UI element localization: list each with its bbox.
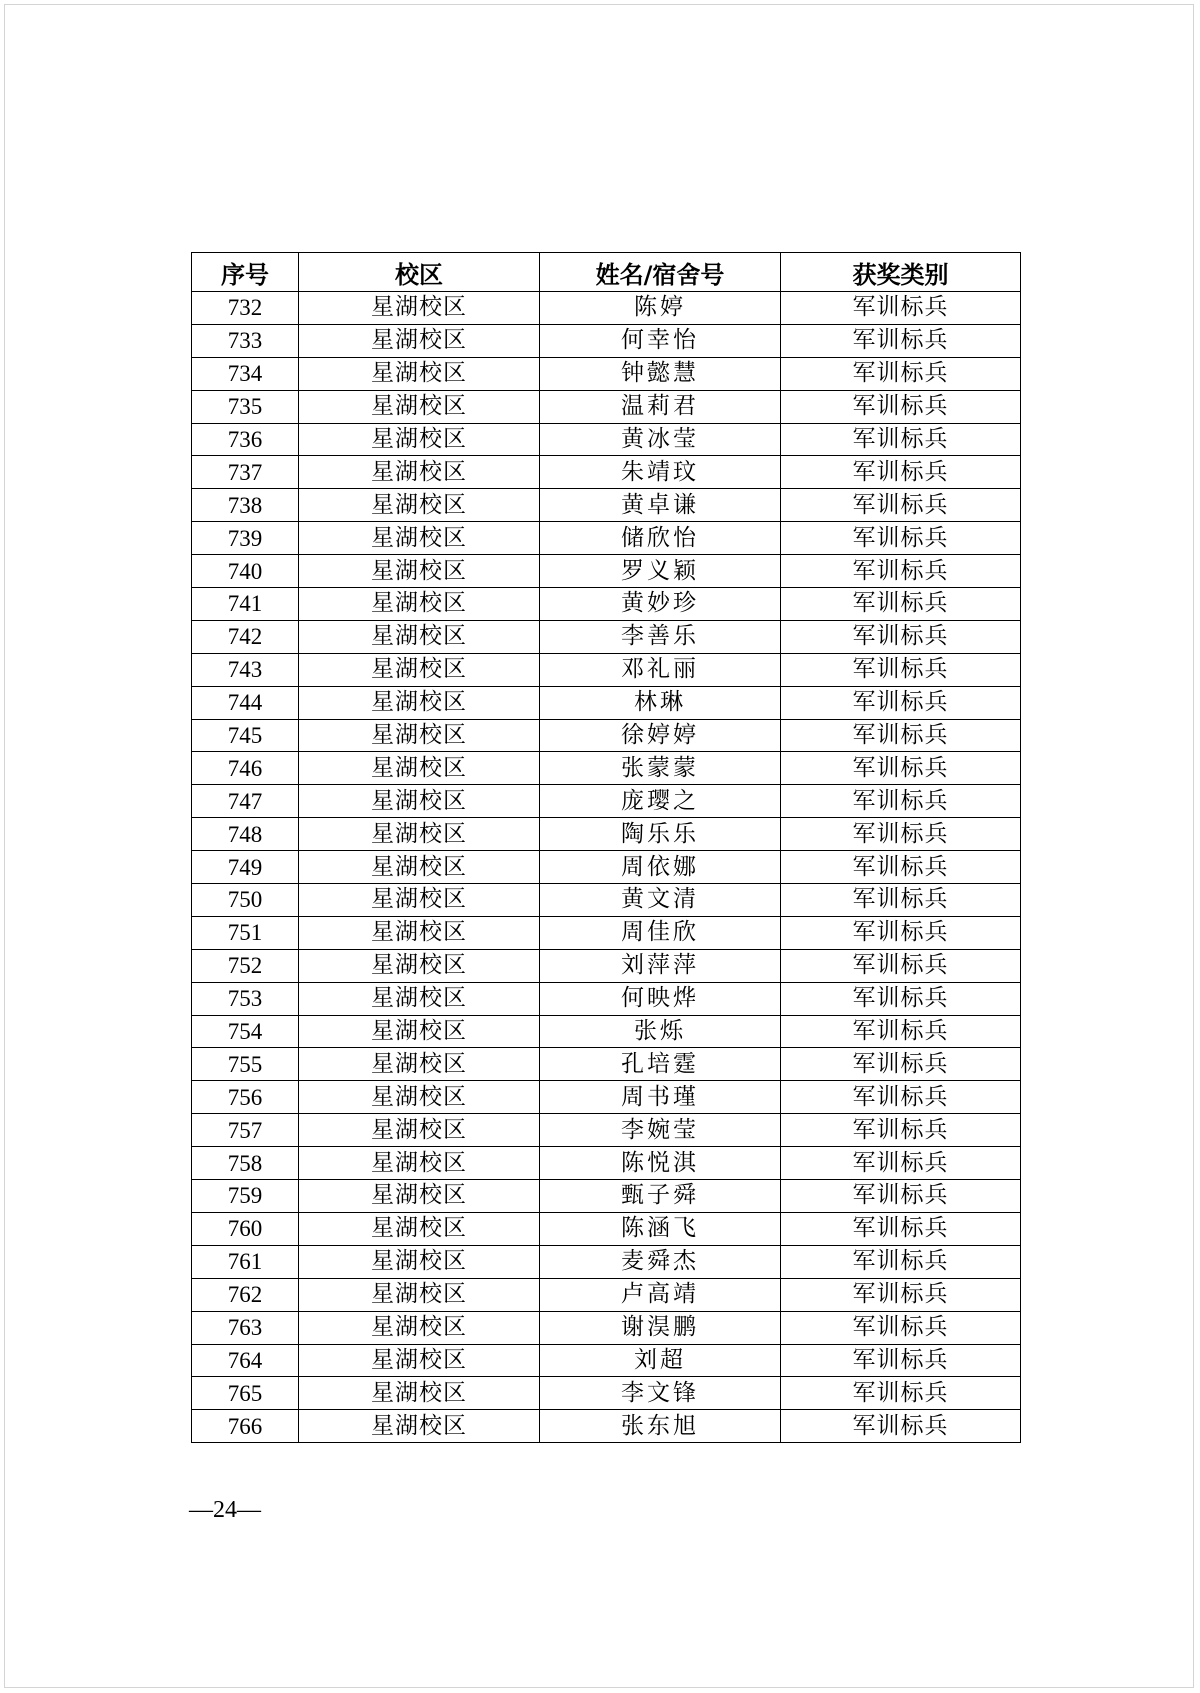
table-row: [192, 588, 1021, 621]
table-row: [192, 818, 1021, 851]
award-category-cell: 军训标兵: [781, 456, 1021, 489]
campus-cell: 星湖校区: [299, 1377, 540, 1410]
award-category-cell: 军训标兵: [781, 1180, 1021, 1213]
serial-number-cell: 766: [192, 1410, 299, 1443]
name-cell: 何映烨: [540, 982, 781, 1015]
name-cell: 黄卓谦: [540, 489, 781, 522]
award-category-cell: 军训标兵: [781, 1081, 1021, 1114]
award-category-cell: 军训标兵: [781, 522, 1021, 555]
name-cell: 陈悦淇: [540, 1147, 781, 1180]
name-cell: 周佳欣: [540, 916, 781, 949]
campus-cell: 星湖校区: [299, 456, 540, 489]
table-row: [192, 1147, 1021, 1180]
table-row: [192, 851, 1021, 884]
table-row: [192, 292, 1021, 325]
campus-cell: 星湖校区: [299, 555, 540, 588]
name-cell: 邓礼丽: [540, 653, 781, 686]
campus-cell: 星湖校区: [299, 916, 540, 949]
table-row: [192, 752, 1021, 785]
award-category-cell: 军训标兵: [781, 818, 1021, 851]
table-row: [192, 982, 1021, 1015]
serial-number-cell: 747: [192, 785, 299, 818]
name-cell: 陈涵飞: [540, 1212, 781, 1245]
campus-cell: 星湖校区: [299, 1114, 540, 1147]
campus-cell: 星湖校区: [299, 620, 540, 653]
table-row: [192, 456, 1021, 489]
name-cell: 张东旭: [540, 1410, 781, 1443]
table-row: [192, 653, 1021, 686]
award-category-cell: 军训标兵: [781, 1410, 1021, 1443]
table-row: [192, 686, 1021, 719]
name-cell: 林琳: [540, 686, 781, 719]
table-row: [192, 390, 1021, 423]
serial-number-cell: 751: [192, 916, 299, 949]
name-cell: 李善乐: [540, 620, 781, 653]
serial-number-cell: 752: [192, 949, 299, 982]
table-row: [192, 357, 1021, 390]
name-cell: 黄妙珍: [540, 588, 781, 621]
campus-cell: 星湖校区: [299, 851, 540, 884]
name-cell: 李文锋: [540, 1377, 781, 1410]
name-cell: 周书瑾: [540, 1081, 781, 1114]
serial-number-cell: 735: [192, 390, 299, 423]
award-category-cell: 军训标兵: [781, 752, 1021, 785]
campus-cell: 星湖校区: [299, 1344, 540, 1377]
campus-cell: 星湖校区: [299, 489, 540, 522]
name-cell: 陶乐乐: [540, 818, 781, 851]
campus-cell: 星湖校区: [299, 1015, 540, 1048]
table-row: [192, 1180, 1021, 1213]
header-award-category: 获奖类别: [781, 253, 1021, 292]
serial-number-cell: 762: [192, 1278, 299, 1311]
campus-cell: 星湖校区: [299, 1245, 540, 1278]
table-row: [192, 1278, 1021, 1311]
table-row: [192, 1410, 1021, 1443]
campus-cell: 星湖校区: [299, 949, 540, 982]
serial-number-cell: 756: [192, 1081, 299, 1114]
award-category-cell: 军训标兵: [781, 1114, 1021, 1147]
name-cell: 罗义颖: [540, 555, 781, 588]
serial-number-cell: 743: [192, 653, 299, 686]
campus-cell: 星湖校区: [299, 1048, 540, 1081]
name-cell: 甄子舜: [540, 1180, 781, 1213]
header-campus: 校区: [299, 253, 540, 292]
serial-number-cell: 734: [192, 357, 299, 390]
serial-number-cell: 763: [192, 1311, 299, 1344]
award-category-cell: 军训标兵: [781, 324, 1021, 357]
award-category-cell: 军训标兵: [781, 686, 1021, 719]
serial-number-cell: 759: [192, 1180, 299, 1213]
serial-number-cell: 758: [192, 1147, 299, 1180]
name-cell: 温莉君: [540, 390, 781, 423]
award-category-cell: 军训标兵: [781, 1377, 1021, 1410]
table-row: [192, 555, 1021, 588]
award-category-cell: 军训标兵: [781, 653, 1021, 686]
campus-cell: 星湖校区: [299, 588, 540, 621]
award-category-cell: 军训标兵: [781, 620, 1021, 653]
name-cell: 庞璎之: [540, 785, 781, 818]
name-cell: 周依娜: [540, 851, 781, 884]
serial-number-cell: 736: [192, 423, 299, 456]
serial-number-cell: 754: [192, 1015, 299, 1048]
table-row: [192, 719, 1021, 752]
award-category-cell: 军训标兵: [781, 1015, 1021, 1048]
campus-cell: 星湖校区: [299, 324, 540, 357]
award-category-cell: 军训标兵: [781, 555, 1021, 588]
header-name-dorm: 姓名/宿舍号: [540, 253, 781, 292]
name-cell: 朱靖玟: [540, 456, 781, 489]
campus-cell: 星湖校区: [299, 653, 540, 686]
name-cell: 刘萍萍: [540, 949, 781, 982]
table-row: [192, 423, 1021, 456]
campus-cell: 星湖校区: [299, 357, 540, 390]
award-list-table: [191, 252, 1021, 1443]
campus-cell: 星湖校区: [299, 719, 540, 752]
campus-cell: 星湖校区: [299, 785, 540, 818]
header-serial-number: 序号: [192, 253, 299, 292]
name-cell: 卢高靖: [540, 1278, 781, 1311]
award-category-cell: 军训标兵: [781, 785, 1021, 818]
name-cell: 刘超: [540, 1344, 781, 1377]
campus-cell: 星湖校区: [299, 884, 540, 917]
serial-number-cell: 746: [192, 752, 299, 785]
award-category-cell: 军训标兵: [781, 949, 1021, 982]
name-cell: 黄文清: [540, 884, 781, 917]
award-category-cell: 军训标兵: [781, 884, 1021, 917]
table-row: [192, 1015, 1021, 1048]
name-cell: 张蒙蒙: [540, 752, 781, 785]
award-category-cell: 军训标兵: [781, 851, 1021, 884]
serial-number-cell: 765: [192, 1377, 299, 1410]
campus-cell: 星湖校区: [299, 522, 540, 555]
award-category-cell: 军训标兵: [781, 1048, 1021, 1081]
serial-number-cell: 753: [192, 982, 299, 1015]
name-cell: 麦舜杰: [540, 1245, 781, 1278]
award-category-cell: 军训标兵: [781, 357, 1021, 390]
award-category-cell: 军训标兵: [781, 489, 1021, 522]
serial-number-cell: 739: [192, 522, 299, 555]
campus-cell: 星湖校区: [299, 1410, 540, 1443]
campus-cell: 星湖校区: [299, 982, 540, 1015]
campus-cell: 星湖校区: [299, 1311, 540, 1344]
serial-number-cell: 744: [192, 686, 299, 719]
serial-number-cell: 757: [192, 1114, 299, 1147]
campus-cell: 星湖校区: [299, 686, 540, 719]
award-category-cell: 军训标兵: [781, 1344, 1021, 1377]
campus-cell: 星湖校区: [299, 292, 540, 325]
name-cell: 储欣怡: [540, 522, 781, 555]
serial-number-cell: 737: [192, 456, 299, 489]
table-row: [192, 785, 1021, 818]
name-cell: 钟懿慧: [540, 357, 781, 390]
serial-number-cell: 745: [192, 719, 299, 752]
serial-number-cell: 733: [192, 324, 299, 357]
name-cell: 谢淏鹏: [540, 1311, 781, 1344]
serial-number-cell: 732: [192, 292, 299, 325]
header-row: [192, 253, 1021, 292]
campus-cell: 星湖校区: [299, 390, 540, 423]
table-row: [192, 522, 1021, 555]
table-header: [192, 253, 1021, 292]
name-cell: 李婉莹: [540, 1114, 781, 1147]
campus-cell: 星湖校区: [299, 1278, 540, 1311]
name-cell: 陈婷: [540, 292, 781, 325]
award-category-cell: 军训标兵: [781, 292, 1021, 325]
serial-number-cell: 742: [192, 620, 299, 653]
campus-cell: 星湖校区: [299, 1081, 540, 1114]
table-row: [192, 620, 1021, 653]
table-row: [192, 1245, 1021, 1278]
table-row: [192, 1377, 1021, 1410]
name-cell: 黄冰莹: [540, 423, 781, 456]
serial-number-cell: 740: [192, 555, 299, 588]
campus-cell: 星湖校区: [299, 818, 540, 851]
serial-number-cell: 755: [192, 1048, 299, 1081]
serial-number-cell: 750: [192, 884, 299, 917]
name-cell: 何幸怡: [540, 324, 781, 357]
award-category-cell: 军训标兵: [781, 916, 1021, 949]
campus-cell: 星湖校区: [299, 752, 540, 785]
table-row: [192, 1114, 1021, 1147]
name-cell: 徐婷婷: [540, 719, 781, 752]
award-category-cell: 军训标兵: [781, 1147, 1021, 1180]
table-row: [192, 884, 1021, 917]
serial-number-cell: 764: [192, 1344, 299, 1377]
award-category-cell: 军训标兵: [781, 719, 1021, 752]
award-category-cell: 军训标兵: [781, 1278, 1021, 1311]
award-category-cell: 军训标兵: [781, 423, 1021, 456]
table-row: [192, 949, 1021, 982]
award-category-cell: 军训标兵: [781, 1311, 1021, 1344]
campus-cell: 星湖校区: [299, 1212, 540, 1245]
table-row: [192, 324, 1021, 357]
serial-number-cell: 748: [192, 818, 299, 851]
name-cell: 孔培霆: [540, 1048, 781, 1081]
award-category-cell: 军训标兵: [781, 390, 1021, 423]
table-row: [192, 1048, 1021, 1081]
table-row: [192, 1344, 1021, 1377]
table-row: [192, 489, 1021, 522]
award-category-cell: 军训标兵: [781, 1212, 1021, 1245]
serial-number-cell: 749: [192, 851, 299, 884]
campus-cell: 星湖校区: [299, 1180, 540, 1213]
name-cell: 张烁: [540, 1015, 781, 1048]
award-category-cell: 军训标兵: [781, 588, 1021, 621]
serial-number-cell: 761: [192, 1245, 299, 1278]
award-category-cell: 军训标兵: [781, 1245, 1021, 1278]
serial-number-cell: 760: [192, 1212, 299, 1245]
campus-cell: 星湖校区: [299, 1147, 540, 1180]
page-number: —24—: [189, 1497, 261, 1523]
campus-cell: 星湖校区: [299, 423, 540, 456]
award-category-cell: 军训标兵: [781, 982, 1021, 1015]
table-row: [192, 916, 1021, 949]
table-body: [192, 292, 1021, 1443]
serial-number-cell: 741: [192, 588, 299, 621]
serial-number-cell: 738: [192, 489, 299, 522]
table-row: [192, 1212, 1021, 1245]
table-row: [192, 1081, 1021, 1114]
table-row: [192, 1311, 1021, 1344]
